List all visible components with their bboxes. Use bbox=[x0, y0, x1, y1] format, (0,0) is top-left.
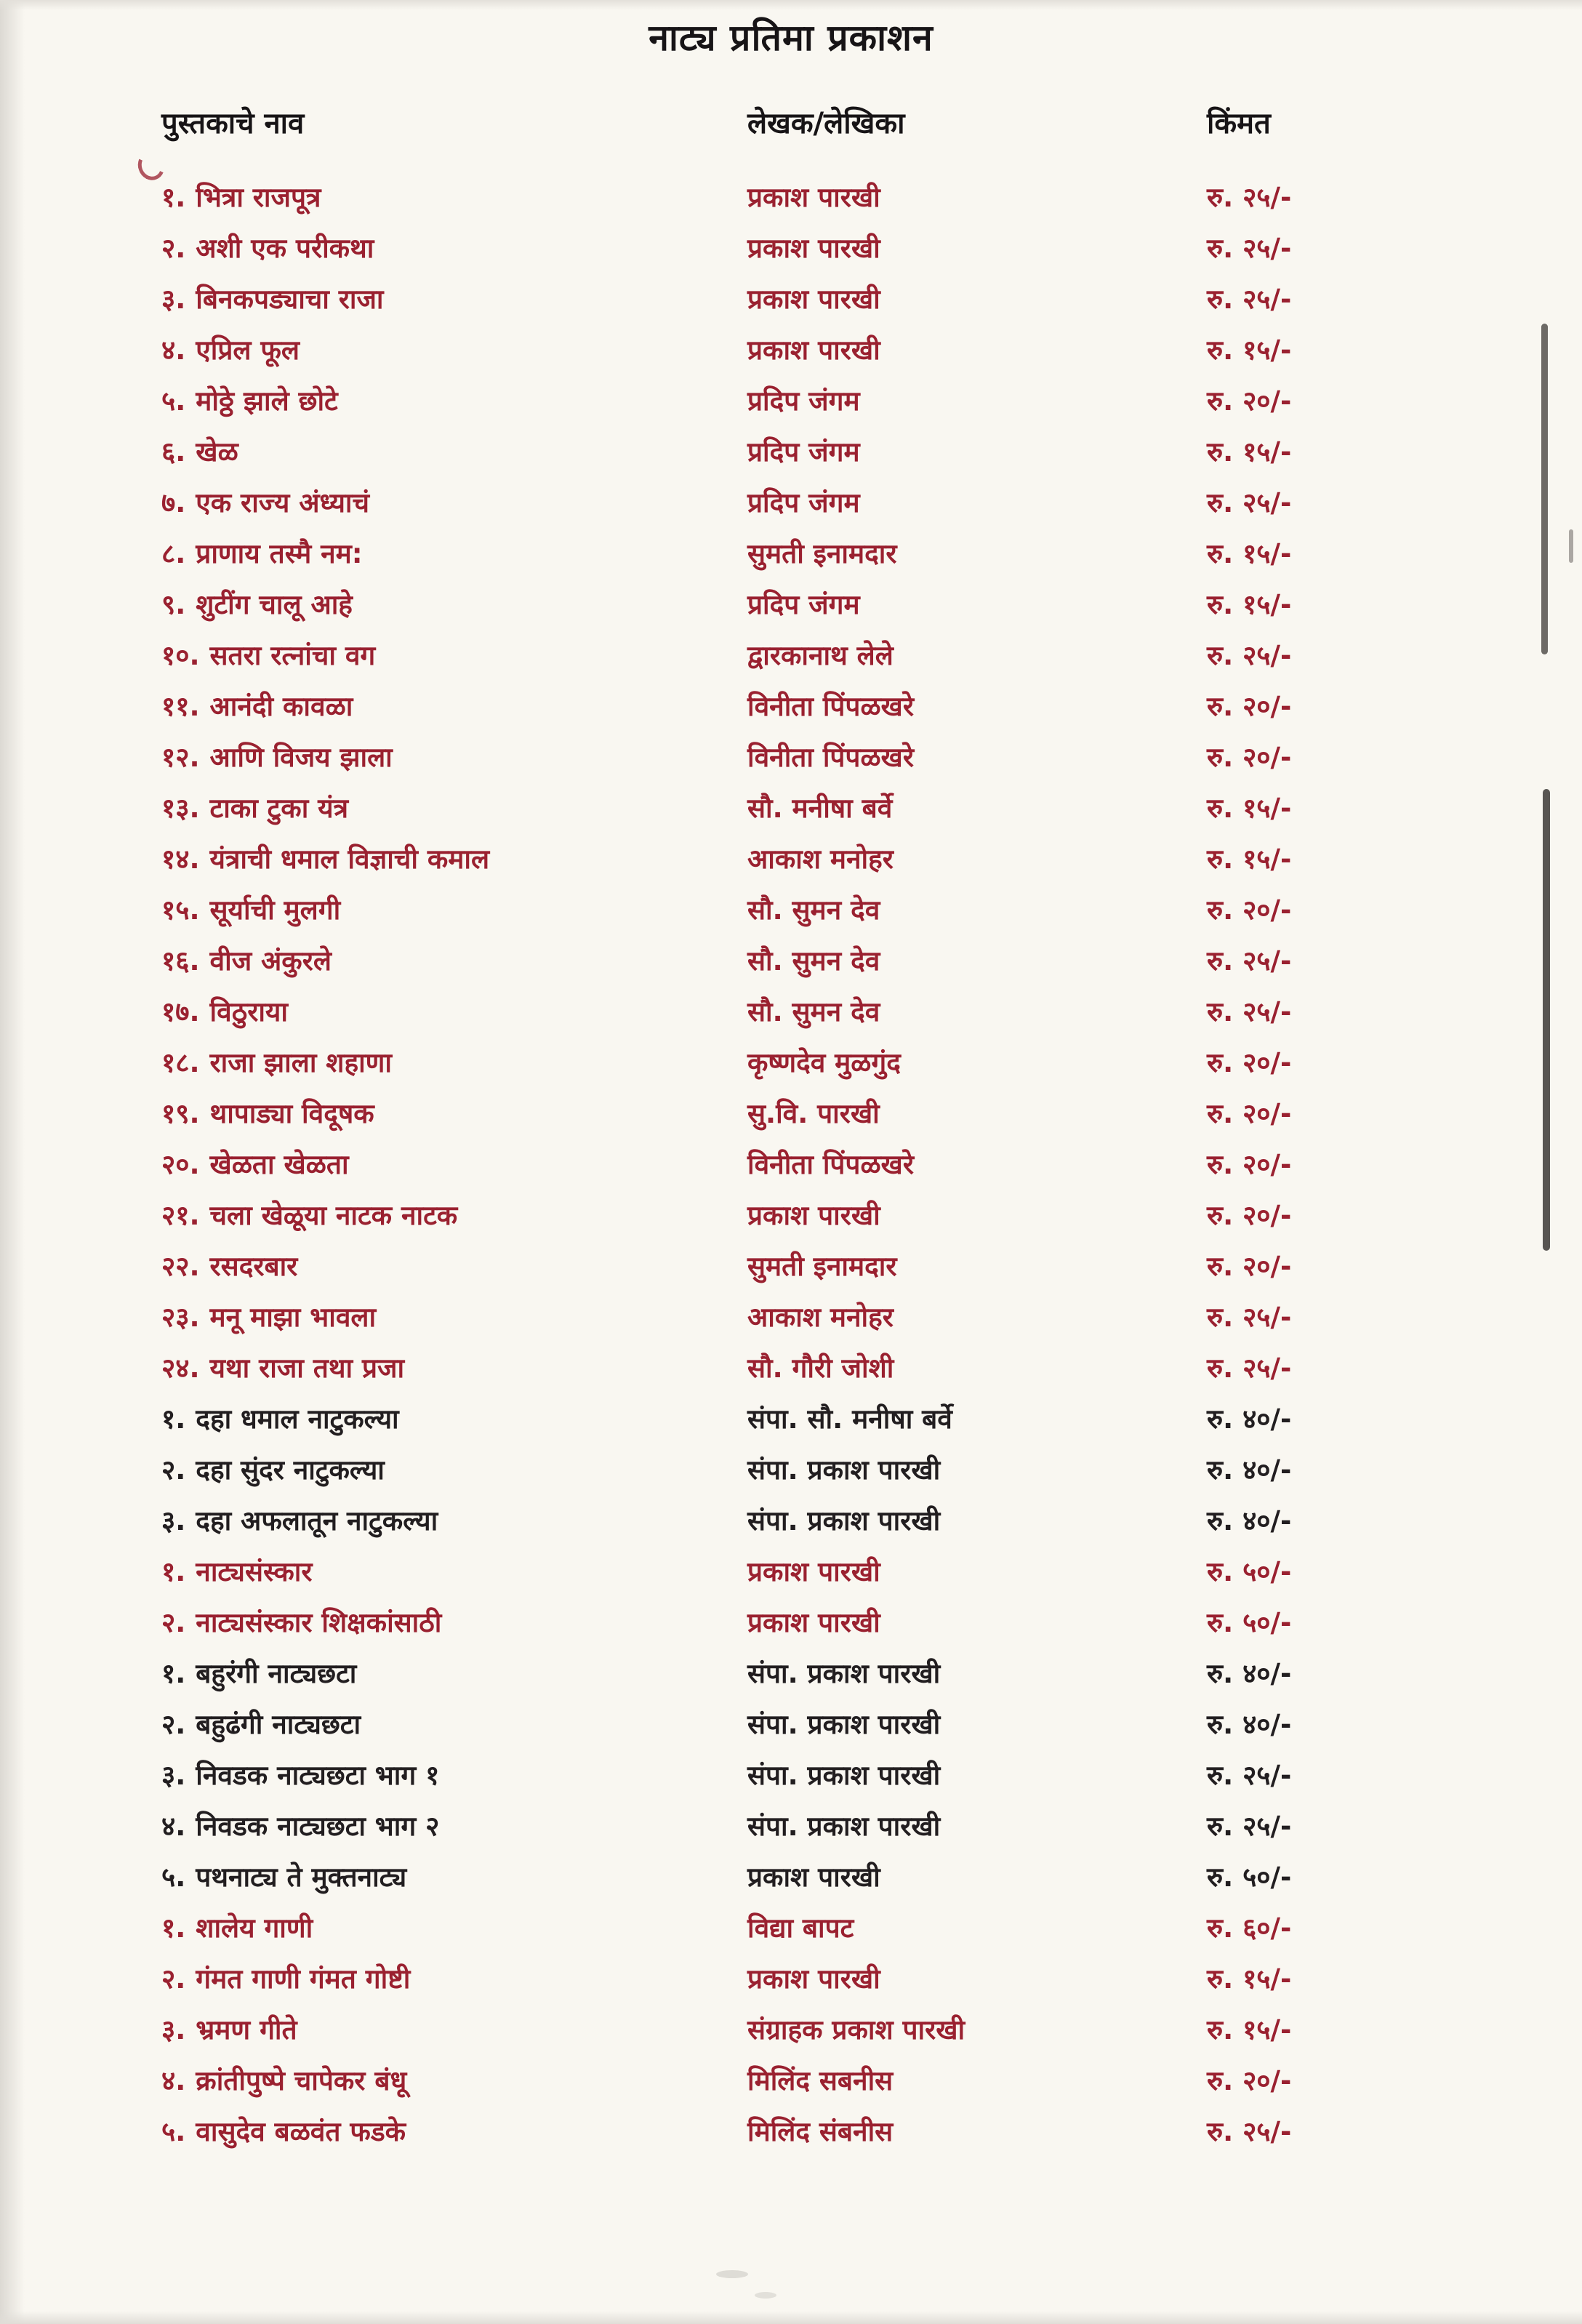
row-number: १. bbox=[161, 181, 186, 213]
row-number: ५. bbox=[161, 1861, 186, 1893]
book-price: रु. २५/- bbox=[1207, 639, 1292, 671]
book-title: थापाड्या विदूषक bbox=[209, 1097, 374, 1129]
book-title: वीज अंकुरले bbox=[209, 945, 332, 977]
book-title: वासुदेव बळवंत फडके bbox=[196, 2115, 406, 2147]
table-row bbox=[0, 2107, 1582, 2157]
book-title: खेळ bbox=[196, 436, 238, 468]
table-row bbox=[0, 427, 1582, 478]
book-price: रु. २०/- bbox=[1207, 385, 1292, 417]
row-number: १. bbox=[161, 1403, 186, 1435]
book-title: चला खेळूया नाटक नाटक bbox=[209, 1199, 458, 1231]
row-number: १५. bbox=[161, 894, 200, 926]
book-table-rows bbox=[0, 172, 1582, 2157]
book-author: सौ. सुमन देव bbox=[747, 995, 880, 1027]
book-price: रु. २५/- bbox=[1207, 1759, 1292, 1791]
row-number: ४. bbox=[161, 2064, 186, 2096]
row-number: ३. bbox=[161, 2014, 186, 2045]
row-number: २३. bbox=[161, 1301, 200, 1333]
scan-edge-bottom bbox=[0, 2311, 1582, 2324]
scan-artifact-right-2 bbox=[1543, 789, 1550, 1251]
table-row bbox=[0, 681, 1582, 732]
book-author: प्रदिप जंगम bbox=[747, 588, 860, 620]
book-author: सौ. गौरी जोशी bbox=[747, 1352, 894, 1384]
table-row bbox=[0, 1190, 1582, 1241]
book-author: सु.वि. पारखी bbox=[747, 1097, 880, 1129]
book-price: रु. १५/- bbox=[1207, 792, 1292, 824]
book-author: संपा. प्रकाश पारखी bbox=[747, 1454, 941, 1486]
book-title: शालेय गाणी bbox=[196, 1912, 313, 1944]
book-author: मिलिंद सबनीस bbox=[747, 2064, 894, 2096]
book-title: निवडक नाट्यछटा भाग १ bbox=[196, 1759, 440, 1791]
book-price: रु. २५/- bbox=[1207, 181, 1292, 213]
row-number: २. bbox=[161, 1606, 186, 1638]
book-title: मोठ्ठे झाले छोटे bbox=[196, 385, 338, 417]
row-number: २०. bbox=[161, 1148, 200, 1180]
table-row bbox=[0, 1648, 1582, 1699]
row-number: ६. bbox=[161, 436, 186, 468]
row-number: ७. bbox=[161, 486, 186, 518]
book-author: प्रकाश पारखी bbox=[747, 1555, 880, 1587]
book-author: प्रकाश पारखी bbox=[747, 1606, 880, 1638]
row-number: १. bbox=[161, 1912, 186, 1944]
row-number: २. bbox=[161, 1963, 186, 1995]
row-number: १. bbox=[161, 1657, 186, 1689]
book-author: विनीता पिंपळखरे bbox=[747, 1148, 914, 1180]
book-title: नाट्यसंस्कार शिक्षकांसाठी bbox=[196, 1606, 442, 1638]
table-row bbox=[0, 1750, 1582, 1801]
book-author: सुमती इनामदार bbox=[747, 1250, 897, 1282]
row-number: ३. bbox=[161, 1759, 186, 1791]
book-author: सौ. सुमन देव bbox=[747, 945, 880, 977]
book-price: रु. २०/- bbox=[1207, 1148, 1292, 1180]
book-title: बहुढंगी नाट्यछटा bbox=[196, 1708, 361, 1740]
book-price: रु. ५०/- bbox=[1207, 1555, 1292, 1587]
book-title: खेळता खेळता bbox=[209, 1148, 349, 1180]
book-price: रु. २५/- bbox=[1207, 1301, 1292, 1333]
scan-artifact-right-1 bbox=[1541, 324, 1548, 654]
scan-edge-left bbox=[0, 0, 25, 2324]
book-title: क्रांतीपुष्पे चापेकर बंधू bbox=[196, 2064, 407, 2096]
table-row bbox=[0, 1903, 1582, 1954]
book-title: एप्रिल फूल bbox=[196, 334, 300, 366]
book-author: प्रकाश पारखी bbox=[747, 283, 880, 315]
row-number: १. bbox=[161, 1555, 186, 1587]
book-price: रु. २०/- bbox=[1207, 1097, 1292, 1129]
column-header-book-name: पुस्तकाचे नाव bbox=[161, 107, 305, 140]
book-title: प्राणाय तस्मै नम: bbox=[196, 537, 363, 569]
table-row bbox=[0, 732, 1582, 783]
row-number: १६. bbox=[161, 945, 200, 977]
row-number: ४. bbox=[161, 334, 186, 366]
book-title: दहा अफलातून नाटुकल्या bbox=[196, 1504, 438, 1536]
scan-smudge-bottom-2 bbox=[755, 2292, 776, 2299]
book-author: आकाश मनोहर bbox=[747, 1301, 894, 1333]
book-author: आकाश मनोहर bbox=[747, 843, 894, 875]
book-author: संपा. सौ. मनीषा बर्वे bbox=[747, 1403, 952, 1435]
table-row bbox=[0, 1394, 1582, 1445]
table-row bbox=[0, 325, 1582, 376]
column-header-price: किंमत bbox=[1207, 107, 1271, 140]
book-price: रु. २५/- bbox=[1207, 1352, 1292, 1384]
book-price: रु. २५/- bbox=[1207, 995, 1292, 1027]
book-price: रु. ५०/- bbox=[1207, 1606, 1292, 1638]
book-author: सौ. सुमन देव bbox=[747, 894, 880, 926]
scan-smudge-bottom-1 bbox=[716, 2270, 748, 2278]
table-row bbox=[0, 580, 1582, 630]
row-number: ५. bbox=[161, 385, 186, 417]
book-title: टाका टुका यंत्र bbox=[209, 792, 349, 824]
book-title: रसदरबार bbox=[209, 1250, 298, 1282]
book-author: संपा. प्रकाश पारखी bbox=[747, 1504, 941, 1536]
row-number: १८. bbox=[161, 1046, 200, 1078]
book-author: सौ. मनीषा बर्वे bbox=[747, 792, 893, 824]
table-row bbox=[0, 274, 1582, 325]
book-price: रु. ६०/- bbox=[1207, 1912, 1292, 1944]
table-row bbox=[0, 1801, 1582, 1852]
book-author: प्रदिप जंगम bbox=[747, 385, 860, 417]
book-price: रु. २५/- bbox=[1207, 945, 1292, 977]
book-price: रु. २०/- bbox=[1207, 1199, 1292, 1231]
row-number: ८. bbox=[161, 537, 186, 569]
table-row bbox=[0, 529, 1582, 580]
book-price: रु. २५/- bbox=[1207, 486, 1292, 518]
book-title: बिनकपड्याचा राजा bbox=[196, 283, 384, 315]
table-row bbox=[0, 2005, 1582, 2056]
table-row bbox=[0, 885, 1582, 936]
row-number: ५. bbox=[161, 2115, 186, 2147]
row-number: २४. bbox=[161, 1352, 200, 1384]
table-row bbox=[0, 478, 1582, 529]
book-title: सूर्याची मुलगी bbox=[209, 894, 341, 926]
book-price: रु. १५/- bbox=[1207, 1963, 1292, 1995]
book-price: रु. २०/- bbox=[1207, 690, 1292, 722]
book-title: राजा झाला शहाणा bbox=[209, 1046, 393, 1078]
book-price: रु. ४०/- bbox=[1207, 1403, 1292, 1435]
book-author: संपा. प्रकाश पारखी bbox=[747, 1657, 941, 1689]
row-number: ९. bbox=[161, 588, 186, 620]
book-title: पथनाट्य ते मुक्तनाट्य bbox=[196, 1861, 407, 1893]
book-title: यथा राजा तथा प्रजा bbox=[209, 1352, 405, 1384]
book-price: रु. ४०/- bbox=[1207, 1708, 1292, 1740]
book-author: प्रकाश पारखी bbox=[747, 334, 880, 366]
book-price: रु. २०/- bbox=[1207, 1250, 1292, 1282]
table-row bbox=[0, 1139, 1582, 1190]
table-header bbox=[0, 102, 1582, 142]
table-row bbox=[0, 1089, 1582, 1139]
book-author: संपा. प्रकाश पारखी bbox=[747, 1708, 941, 1740]
book-author: प्रकाश पारखी bbox=[747, 1963, 880, 1995]
row-number: २. bbox=[161, 1454, 186, 1486]
table-row bbox=[0, 1547, 1582, 1598]
table-row bbox=[0, 987, 1582, 1038]
book-title: भ्रमण गीते bbox=[196, 2014, 297, 2045]
book-author: विद्या बापट bbox=[747, 1912, 854, 1944]
book-title: बहुरंगी नाट्यछटा bbox=[196, 1657, 357, 1689]
book-author: विनीता पिंपळखरे bbox=[747, 741, 914, 773]
book-title: आणि विजय झाला bbox=[209, 741, 393, 773]
book-author: संपा. प्रकाश पारखी bbox=[747, 1759, 941, 1791]
table-row bbox=[0, 630, 1582, 681]
row-number: ४. bbox=[161, 1810, 186, 1842]
table-row bbox=[0, 834, 1582, 885]
book-author: कृष्णदेव मुळगुंद bbox=[747, 1046, 901, 1078]
book-price: रु. १५/- bbox=[1207, 2014, 1292, 2045]
book-title: गंमत गाणी गंमत गोष्टी bbox=[196, 1963, 411, 1995]
row-number: १३. bbox=[161, 792, 200, 824]
row-number: ३. bbox=[161, 1504, 186, 1536]
row-number: १२. bbox=[161, 741, 200, 773]
book-price: रु. १५/- bbox=[1207, 334, 1292, 366]
book-title: दहा सुंदर नाटुकल्या bbox=[196, 1454, 385, 1486]
page-title: नाट्य प्रतिमा प्रकाशन bbox=[649, 17, 933, 59]
row-number: २१. bbox=[161, 1199, 200, 1231]
table-row bbox=[0, 1699, 1582, 1750]
book-price: रु. २५/- bbox=[1207, 1810, 1292, 1842]
book-author: मिलिंद संबनीस bbox=[747, 2115, 894, 2147]
book-title: दहा धमाल नाटुकल्या bbox=[196, 1403, 399, 1435]
book-price: रु. १५/- bbox=[1207, 588, 1292, 620]
book-title: नाट्यसंस्कार bbox=[196, 1555, 313, 1587]
book-author: प्रकाश पारखी bbox=[747, 1861, 880, 1893]
book-price: रु. २५/- bbox=[1207, 283, 1292, 315]
book-price: रु. ४०/- bbox=[1207, 1657, 1292, 1689]
book-price: रु. ४०/- bbox=[1207, 1454, 1292, 1486]
book-price: रु. २५/- bbox=[1207, 232, 1292, 264]
scan-artifact-right-3 bbox=[1569, 529, 1573, 563]
book-title: मनू माझा भावला bbox=[209, 1301, 377, 1333]
book-author: प्रकाश पारखी bbox=[747, 1199, 880, 1231]
table-row bbox=[0, 1241, 1582, 1292]
table-row bbox=[0, 172, 1582, 223]
book-author: संग्राहक प्रकाश पारखी bbox=[747, 2014, 965, 2045]
row-number: २. bbox=[161, 1708, 186, 1740]
book-author: सुमती इनामदार bbox=[747, 537, 897, 569]
row-number: ११. bbox=[161, 690, 200, 722]
scan-edge-top bbox=[0, 0, 1582, 10]
book-author: प्रदिप जंगम bbox=[747, 486, 860, 518]
book-author: प्रकाश पारखी bbox=[747, 232, 880, 264]
table-row bbox=[0, 1954, 1582, 2005]
book-title: शुटींग चालू आहे bbox=[196, 588, 353, 620]
table-row bbox=[0, 1038, 1582, 1089]
row-number: २. bbox=[161, 232, 186, 264]
book-title: यंत्राची धमाल विज्ञाची कमाल bbox=[209, 843, 490, 875]
table-row bbox=[0, 1496, 1582, 1547]
row-number: १९. bbox=[161, 1097, 200, 1129]
row-number: १४. bbox=[161, 843, 200, 875]
row-number: ३. bbox=[161, 283, 186, 315]
book-author: प्रकाश पारखी bbox=[747, 181, 880, 213]
table-row bbox=[0, 223, 1582, 274]
table-row bbox=[0, 1292, 1582, 1343]
book-price: रु. १५/- bbox=[1207, 843, 1292, 875]
row-number: २२. bbox=[161, 1250, 200, 1282]
book-price: रु. १५/- bbox=[1207, 537, 1292, 569]
table-row bbox=[0, 783, 1582, 834]
book-title: आनंदी कावळा bbox=[209, 690, 353, 722]
book-title: निवडक नाट्यछटा भाग २ bbox=[196, 1810, 440, 1842]
book-author: संपा. प्रकाश पारखी bbox=[747, 1810, 941, 1842]
book-author: विनीता पिंपळखरे bbox=[747, 690, 914, 722]
table-row bbox=[0, 936, 1582, 987]
book-price: रु. ५०/- bbox=[1207, 1861, 1292, 1893]
book-price: रु. २०/- bbox=[1207, 1046, 1292, 1078]
book-title: एक राज्य अंध्याचं bbox=[196, 486, 369, 518]
table-row bbox=[0, 1852, 1582, 1903]
book-price: रु. १५/- bbox=[1207, 436, 1292, 468]
book-title: सतरा रत्नांचा वग bbox=[209, 639, 376, 671]
book-price: रु. २०/- bbox=[1207, 2064, 1292, 2096]
table-row bbox=[0, 1445, 1582, 1496]
book-title: अशी एक परीकथा bbox=[196, 232, 374, 264]
book-title: भित्रा राजपूत्र bbox=[196, 181, 321, 213]
book-author: द्वारकानाथ लेले bbox=[747, 639, 894, 671]
table-row bbox=[0, 1598, 1582, 1648]
book-price: रु. ४०/- bbox=[1207, 1504, 1292, 1536]
table-row bbox=[0, 1343, 1582, 1394]
row-number: १०. bbox=[161, 639, 200, 671]
column-header-author: लेखक/लेखिका bbox=[747, 107, 905, 140]
table-row bbox=[0, 376, 1582, 427]
book-author: प्रदिप जंगम bbox=[747, 436, 860, 468]
book-price: रु. २५/- bbox=[1207, 2115, 1292, 2147]
book-price: रु. २०/- bbox=[1207, 741, 1292, 773]
book-title: विठुराया bbox=[209, 995, 288, 1027]
row-number: १७. bbox=[161, 995, 200, 1027]
table-row bbox=[0, 2056, 1582, 2107]
book-price: रु. २०/- bbox=[1207, 894, 1292, 926]
